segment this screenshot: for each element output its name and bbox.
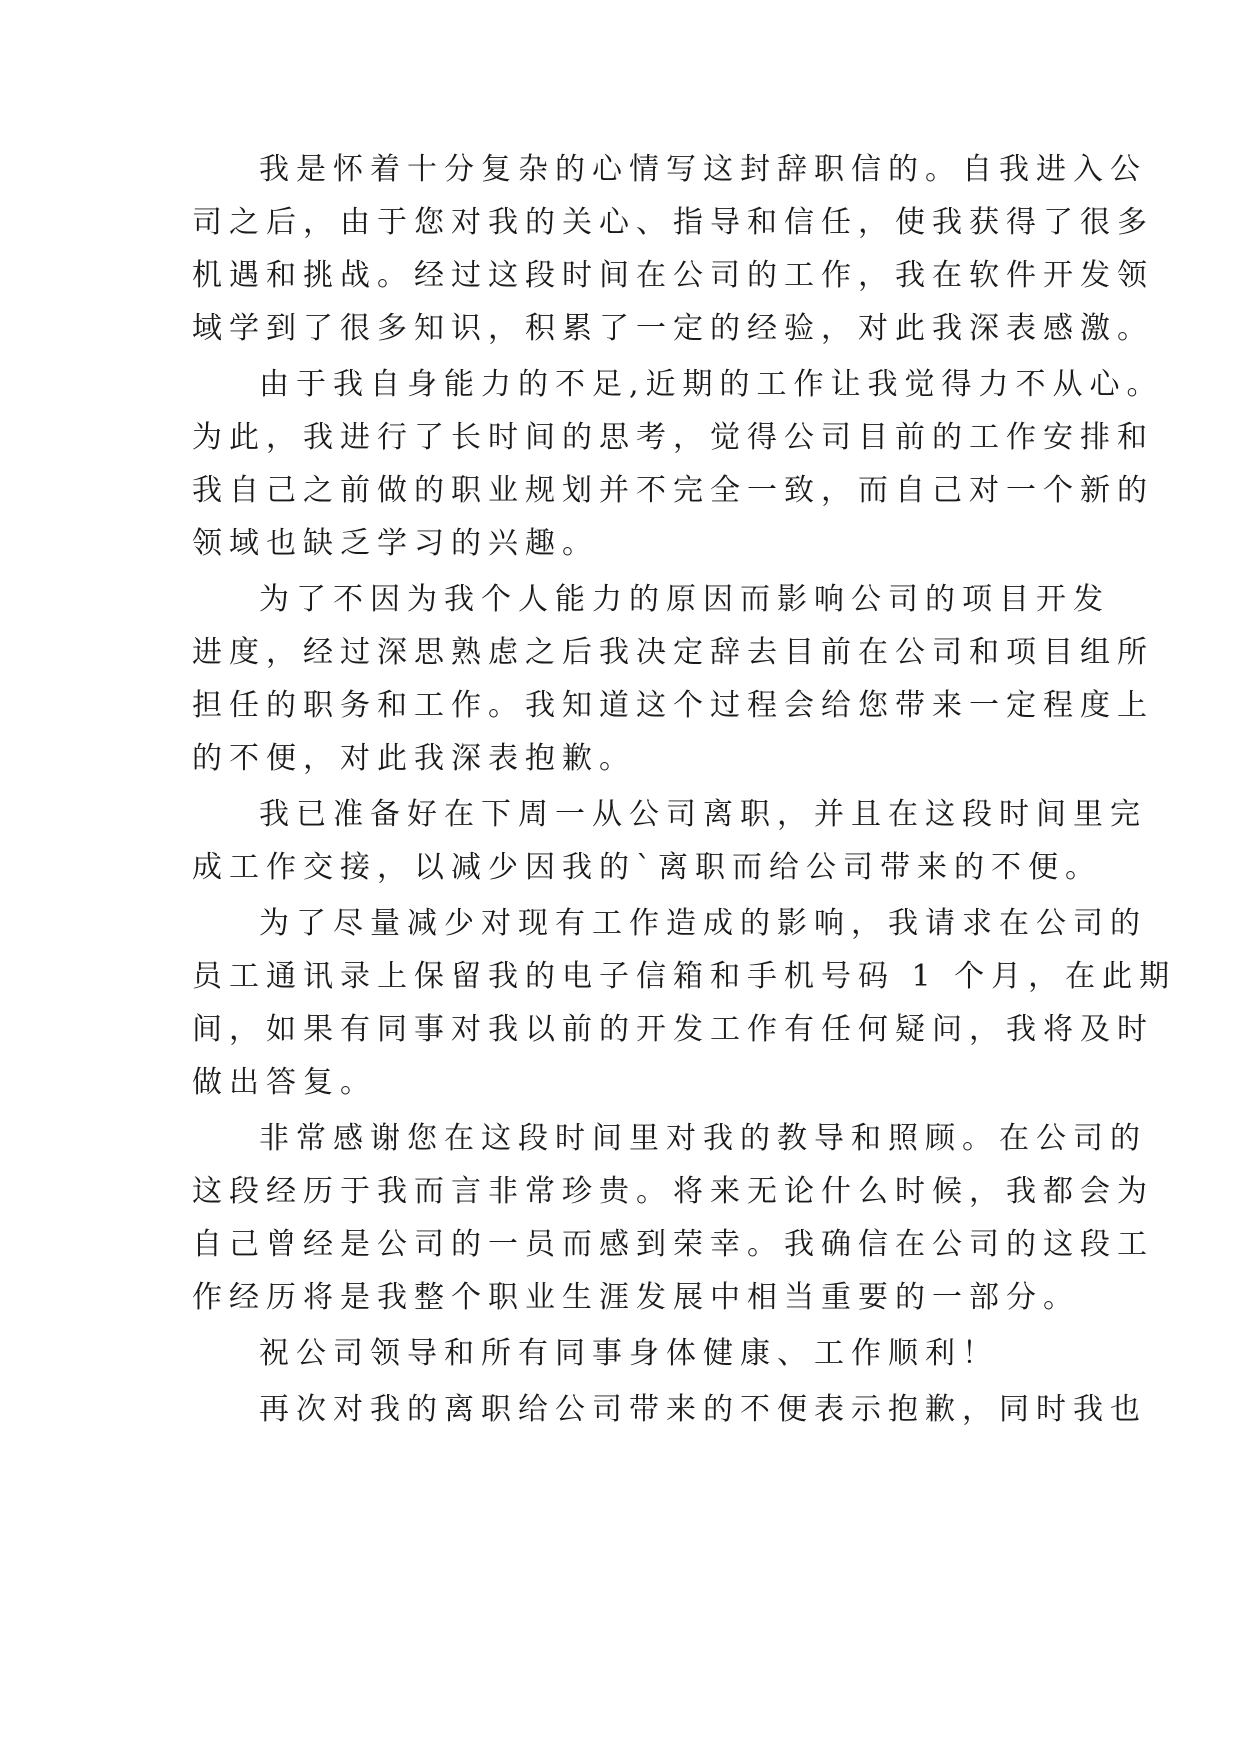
paragraph-4-line-1: 我已准备好在下周一从公司离职，并且在这段时间里完 (259, 797, 1147, 832)
paragraph-5-line-4: 做出答复。 (192, 1065, 377, 1100)
paragraph-5-line-3: 间，如果有同事对我以前的开发工作有任何疑问，我将及时 (192, 1012, 1154, 1047)
paragraph-1-line-1: 我是怀着十分复杂的心情写这封辞职信的。自我进入公 (259, 152, 1147, 187)
paragraph-2-line-4: 领域也缺乏学习的兴趣。 (192, 526, 599, 561)
paragraph-7-line-1: 祝公司领导和所有同事身体健康、工作顺利！ (259, 1336, 999, 1371)
paragraph-6-line-3: 自己曾经是公司的一员而感到荣幸。我确信在公司的这段工 (192, 1227, 1154, 1262)
paragraph-5-line-2: 员工通讯录上保留我的电子信箱和手机号码 1 个月，在此期 (192, 959, 1177, 994)
paragraph-3-line-3: 担任的职务和工作。我知道这个过程会给您带来一定程度上 (192, 688, 1154, 723)
paragraph-4-line-2: 成工作交接，以减少因我的`离职而给公司带来的不便。 (192, 850, 1102, 885)
paragraph-3-line-1: 为了不因为我个人能力的原因而影响公司的项目开发 (259, 582, 1110, 617)
paragraph-1-line-2: 司之后，由于您对我的关心、指导和信任，使我获得了很多 (192, 205, 1154, 240)
paragraph-6-line-2: 这段经历于我而言非常珍贵。将来无论什么时候，我都会为 (192, 1174, 1154, 1209)
paragraph-2-line-3: 我自己之前做的职业规划并不完全一致，而自己对一个新的 (192, 473, 1154, 508)
paragraph-1-line-4: 域学到了很多知识，积累了一定的经验，对此我深表感激。 (192, 311, 1154, 346)
paragraph-8-line-1: 再次对我的离职给公司带来的不便表示抱歉，同时我也 (259, 1392, 1147, 1427)
paragraph-2-line-2: 为此，我进行了长时间的思考，觉得公司目前的工作安排和 (192, 420, 1154, 455)
paragraph-3-line-4: 的不便，对此我深表抱歉。 (192, 741, 636, 776)
paragraph-5-line-1: 为了尽量减少对现有工作造成的影响，我请求在公司的 (259, 906, 1147, 941)
paragraph-6-line-4: 作经历将是我整个职业生涯发展中相当重要的一部分。 (192, 1280, 1080, 1315)
paragraph-2-line-1: 由于我自身能力的不足,近期的工作让我觉得力不从心。 (259, 367, 1164, 402)
paragraph-1-line-3: 机遇和挑战。经过这段时间在公司的工作，我在软件开发领 (192, 258, 1154, 293)
paragraph-3-line-2: 进度，经过深思熟虑之后我决定辞去目前在公司和项目组所 (192, 635, 1154, 670)
paragraph-6-line-1: 非常感谢您在这段时间里对我的教导和照顾。在公司的 (259, 1121, 1147, 1156)
